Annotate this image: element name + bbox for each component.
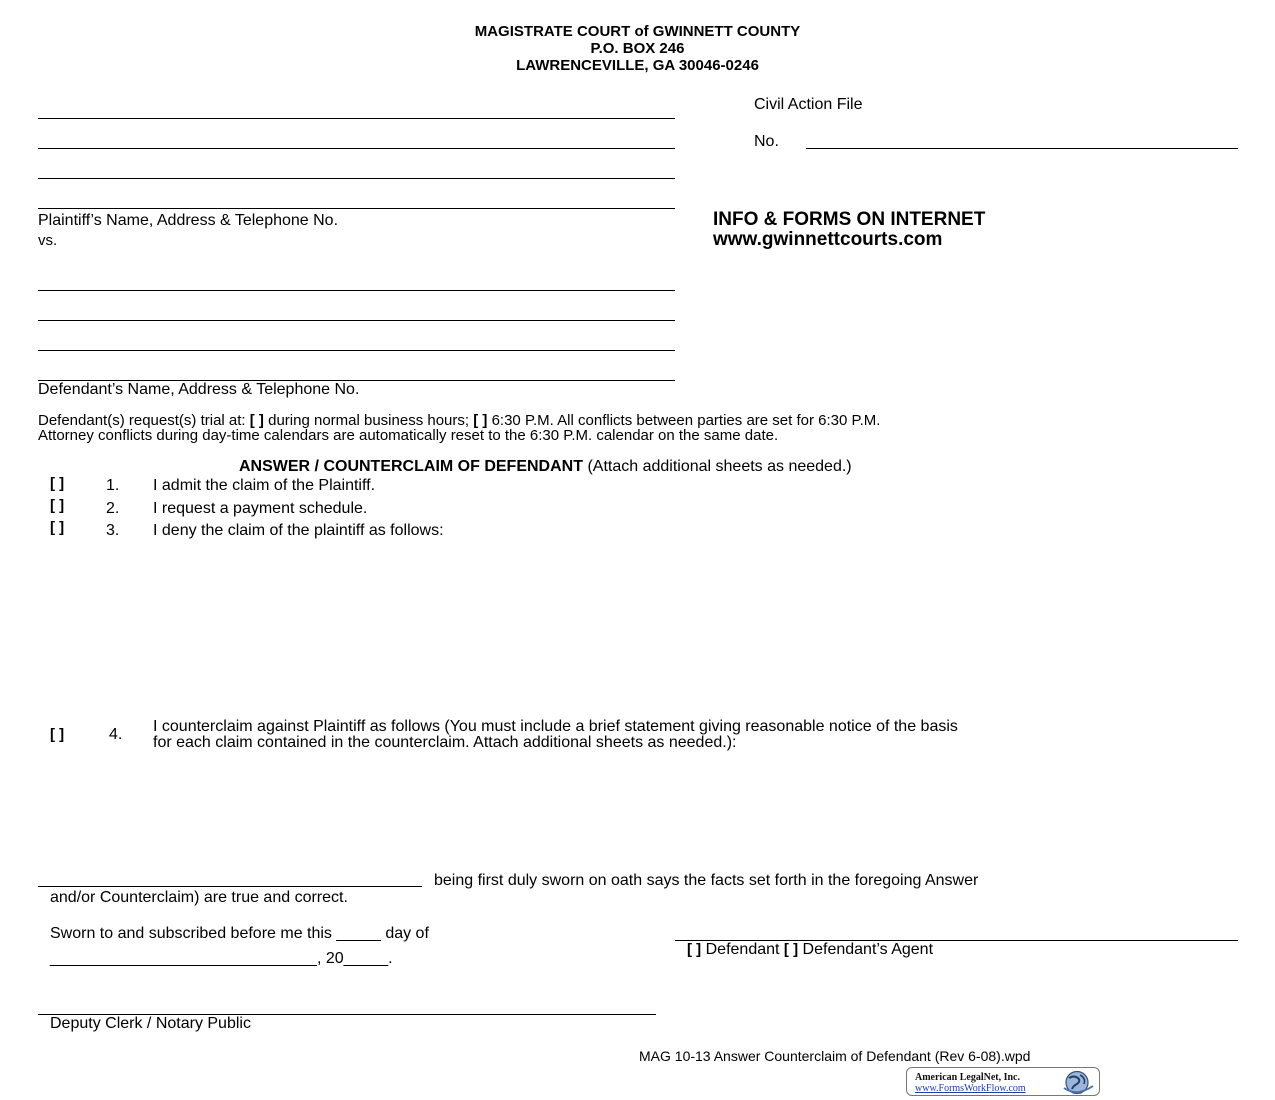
defendant-option-label: Defendant [705,941,780,958]
item-2-text: I request a payment schedule. [153,500,368,517]
plaintiff-line-1[interactable] [38,118,675,119]
plaintiff-line-4[interactable] [38,208,675,209]
item-4-text-line1: I counterclaim against Plaintiff as follows (You must include a brief statement giving reasonable notice of the basis [153,718,958,735]
badge-company: American LegalNet, Inc. [915,1072,1020,1083]
court-po-box: P.O. BOX 246 [590,40,685,57]
oath-line-1: being first duly sworn on oath says the facts set forth in the foregoing Answer [434,872,979,889]
forms-workflow-badge[interactable] [906,1067,1100,1096]
defendant-line-1[interactable] [38,290,675,291]
item-3-number: 3. [106,522,120,539]
civil-action-label: Civil Action File [754,96,863,113]
signer-options [687,941,933,959]
business-hours-label: during normal business hours; [268,412,470,429]
item-1-text: I admit the claim of the Plaintiff. [153,477,376,494]
court-name: MAGISTRATE COURT of GWINNETT COUNTY [474,23,801,40]
item-2-number: 2. [106,500,120,517]
globe-logo-icon [1060,1070,1096,1095]
answer-heading-row [239,458,852,476]
item-4-text-line2: for each claim contained in the counterclaim. Attach additional sheets as needed.): [153,734,737,751]
court-city: LAWRENCEVILLE, GA 30046-0246 [516,57,759,74]
agent-checkbox[interactable]: [ ] [783,941,799,958]
vs-label: vs. [38,232,58,249]
business-hours-checkbox[interactable]: [ ] [249,412,264,429]
plaintiff-line-3[interactable] [38,178,675,179]
internet-url[interactable]: www.gwinnettcourts.com [713,229,943,250]
defendant-line-3[interactable] [38,350,675,351]
clerk-label: Deputy Clerk / Notary Public [50,1015,251,1032]
defendant-line-2[interactable] [38,320,675,321]
attorney-conflicts-note: Attorney conflicts during day-time calendars are automatically reset to the 6:30 P.M. calendar on the same date. [38,427,779,444]
defendant-checkbox[interactable]: [ ] [687,941,702,958]
answer-note: (Attach additional sheets as needed.) [587,458,852,475]
affiant-name-line[interactable] [38,886,422,887]
trial-lead: Defendant(s) request(s) trial at: [38,412,246,429]
evening-label: 6:30 P.M. All conflicts between parties are set for 6:30 P.M. [491,412,881,429]
item-3-text: I deny the claim of the plaintiff as follows: [153,522,444,539]
agent-option-label: Defendant’s Agent [802,941,934,958]
oath-line-2: and/or Counterclaim) are true and correct. [50,889,348,906]
form-id: MAG 10-13 Answer Counterclaim of Defendant (Rev 6-08).wpd [639,1048,1031,1064]
plaintiff-line-2[interactable] [38,148,675,149]
badge-url[interactable]: www.FormsWorkFlow.com [915,1083,1026,1094]
item-1-checkbox[interactable]: [ ] [50,475,65,492]
sworn-date-line: ______________________________, 20_____. [50,950,393,967]
item-4-number: 4. [109,726,123,743]
sworn-statement: Sworn to and subscribed before me this _____ day of [50,925,429,942]
item-2-checkbox[interactable]: [ ] [50,497,65,514]
item-3-checkbox[interactable]: [ ] [50,519,65,536]
case-number-line[interactable] [806,148,1238,149]
evening-checkbox[interactable]: [ ] [473,412,488,429]
item-4-checkbox[interactable]: [ ] [50,726,65,743]
internet-heading: INFO & FORMS ON INTERNET [713,209,986,230]
item-1-number: 1. [106,477,120,494]
plaintiff-label: Plaintiff’s Name, Address & Telephone No. [38,212,339,229]
defendant-label: Defendant’s Name, Address & Telephone No. [38,381,360,398]
case-no-label: No. [754,133,779,150]
answer-heading: ANSWER / COUNTERCLAIM OF DEFENDANT [239,458,583,475]
